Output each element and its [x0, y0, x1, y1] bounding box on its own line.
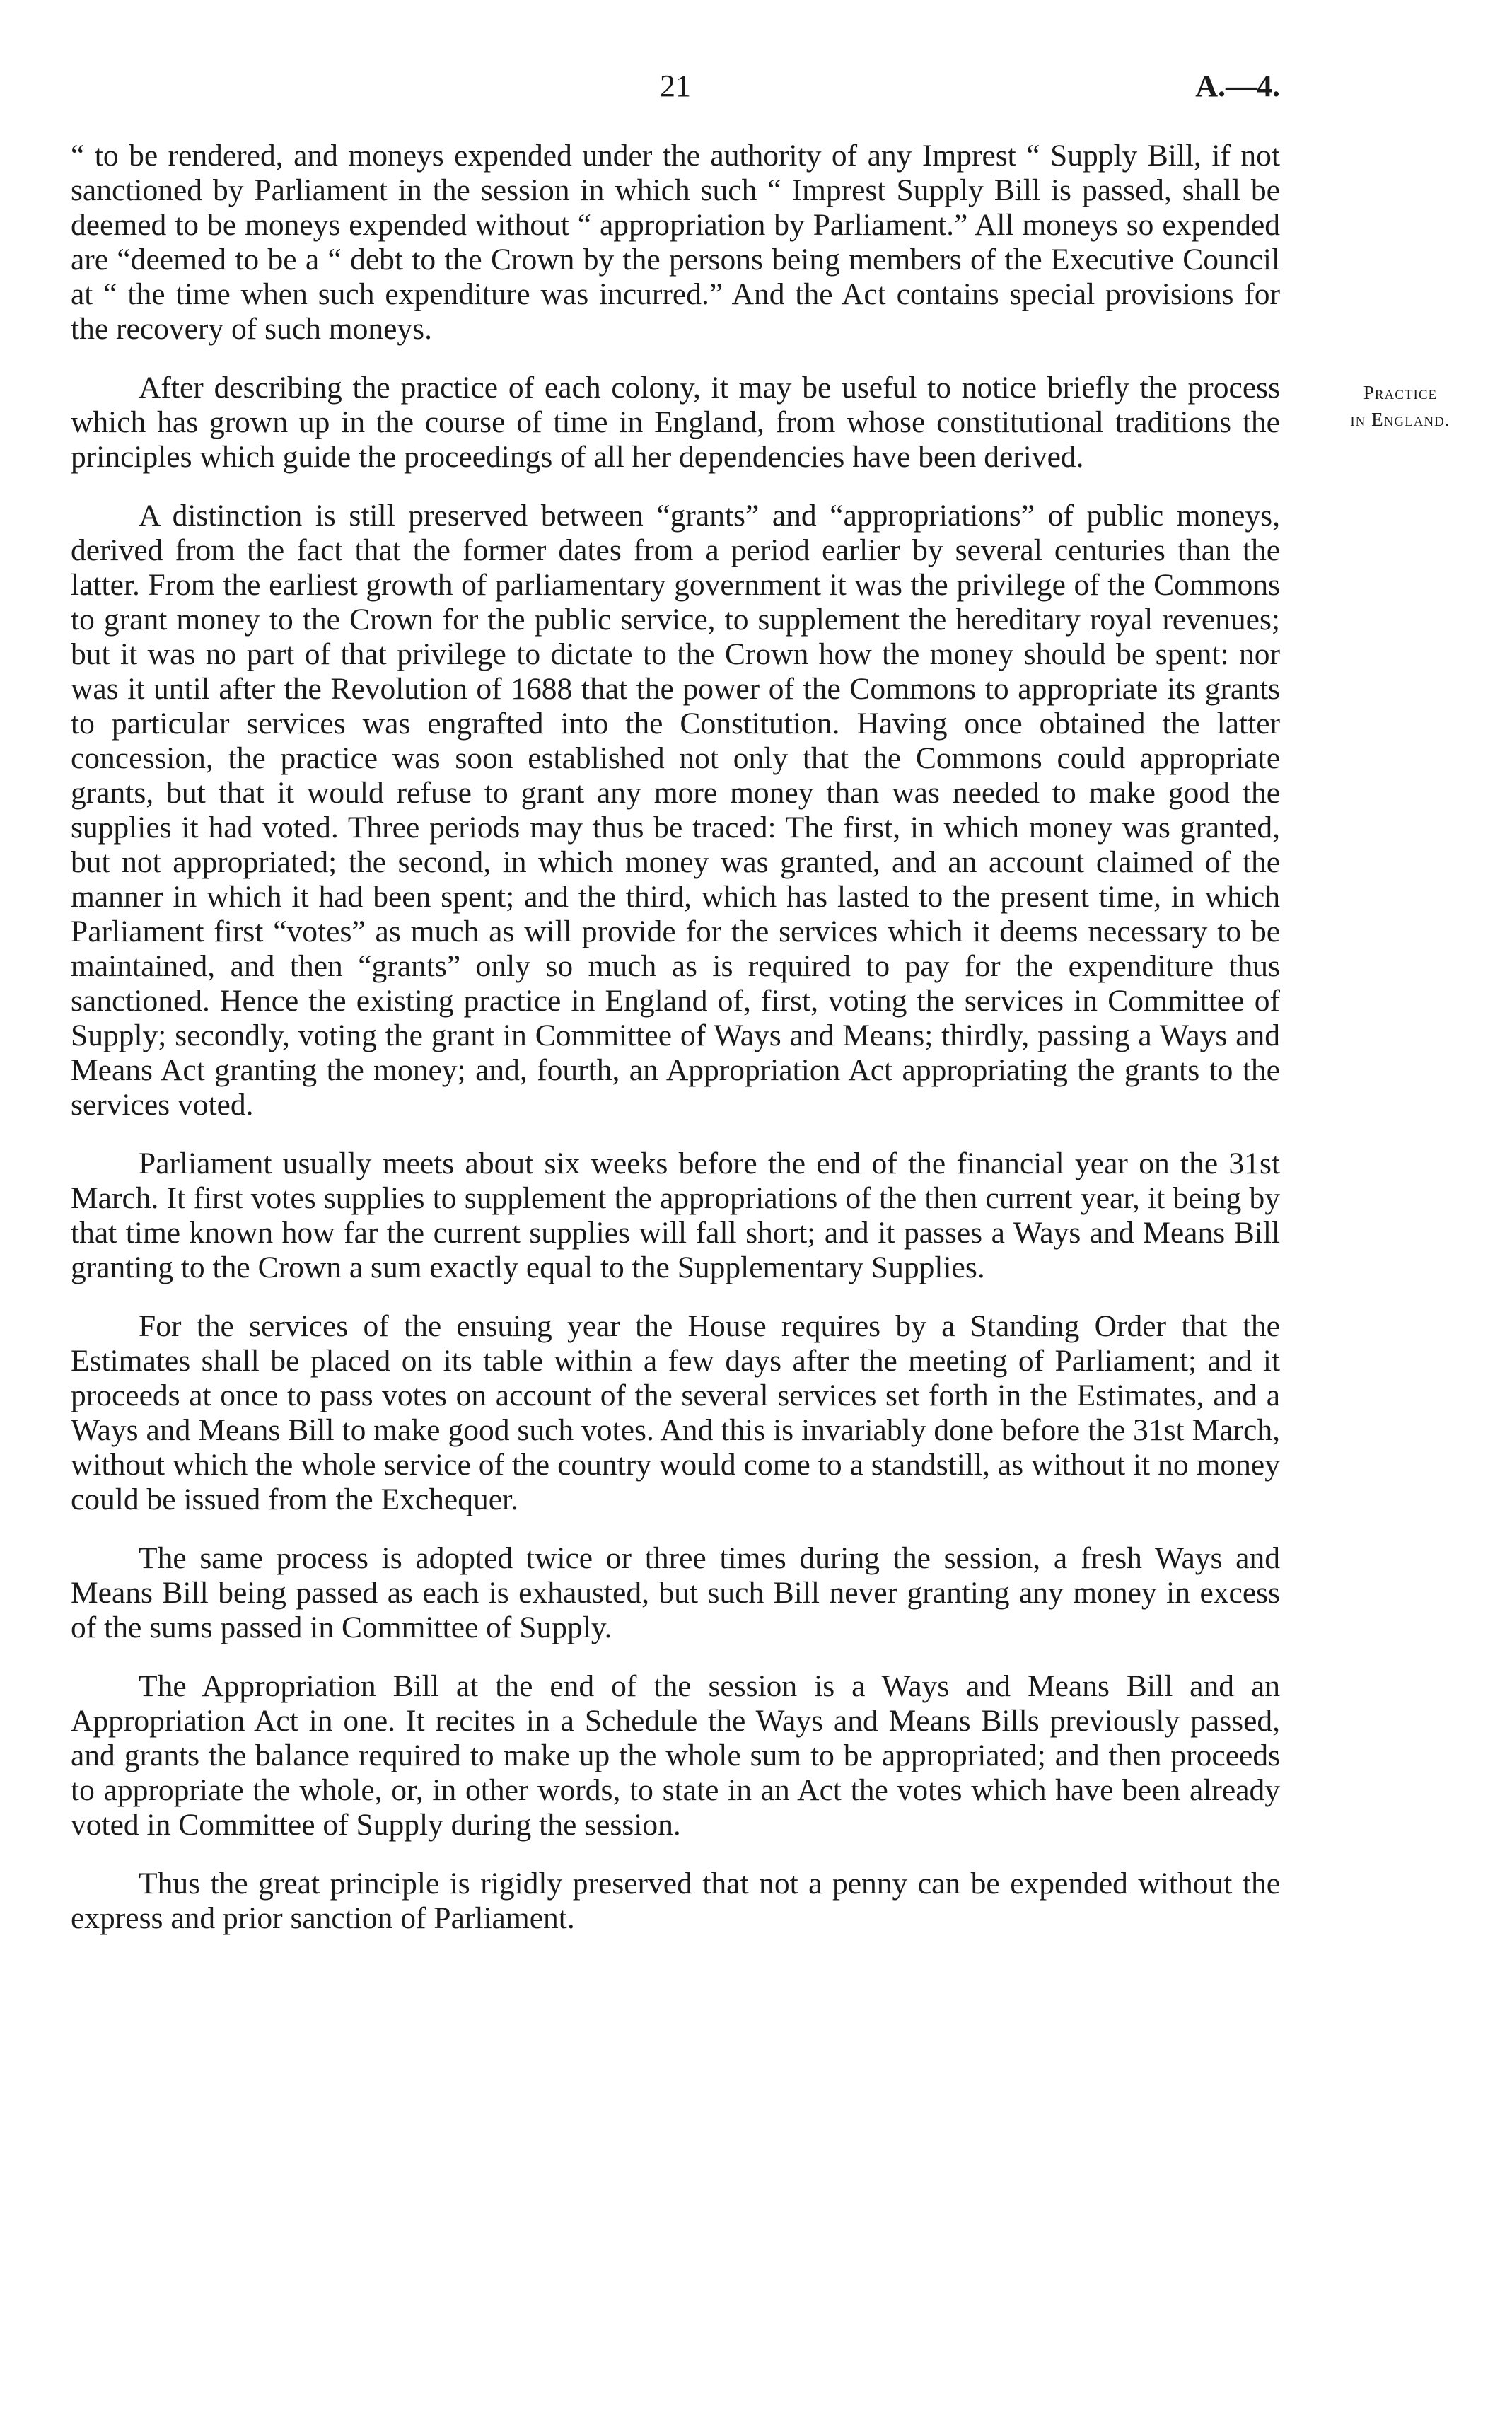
paragraph-grants-and-appropriations: A distinction is still preserved between “grants” and “appropriations” of public moneys, derived from the fact that the former dates from a period earlier by several centuries than the latter. From the earliest growth of parliamentary government it was the privilege of the Commons to grant money to the Crown for the public service, to supplement the hereditary royal revenues; but it was no part of that privilege to dictate to the Crown how the money should be spent: nor was it until after the Revolution of 1688 that the power of the Commons to appropriate its grants to particular services was engrafted into the Constitution. Having once obtained the latter concession, the practice was soon established not only that the Commons could appropriate grants, but that it would refuse to grant any more money than was needed to make good the supplies it had voted. Three periods may thus be traced: The first, in which money was granted, but not appropriated; the second, in which money was granted, and an account claimed of the manner in which it had been spent; and the third, which has lasted to the present time, in which Parliament first “votes” as much as will provide for the services which it deems necessary to be maintained, and then “grants” only so much as is required to pay for the expenditure thus sanctioned. Hence the existing practice in England of, first, voting the services in Committee of Supply; secondly, voting the grant in Committee of Ways and Means; thirdly, passing a Ways and Means Act granting the money; and, fourth, an Appropriation Act appropriating the grants to the services voted.: [71, 499, 1280, 1122]
margin-note-line-1: Practice: [1363, 382, 1438, 403]
paragraph-parliament-meets: Parliament usually meets about six weeks before the end of the financial year on the 31st March. It first votes supplies to supplement the appropriations of the then current year, it being by that time known how far the current supplies will fall short; and it passes a Ways and Means Bill granting to the Crown a sum exactly equal to the Supplementary Supplies.: [71, 1147, 1280, 1284]
paragraph-ensuing-year-services: For the services of the ensuing year the House requires by a Standing Order that the Estimates shall be placed on its table within a few days after the meeting of Parliament; and it proceeds at once to pass votes on account of the several services set forth in the Estimates, and a Ways and Means Bill to make good such votes. And this is invariably done before the 31st March, without which the whole service of the country would come to a standstill, as without it no money could be issued from the Exchequer.: [71, 1309, 1280, 1516]
page-header: [71, 68, 1280, 117]
paragraph-practice-intro: After describing the practice of each colony, it may be useful to notice briefly the process which has grown up in the course of time in England, from whose constitutional traditions the principles which guide the proceedings of all her dependencies have been derived.: [71, 371, 1280, 474]
text-body: [71, 139, 1450, 1960]
page-number: 21: [660, 69, 691, 103]
document-reference: A.—4.: [1195, 69, 1280, 103]
paragraph-same-process: The same process is adopted twice or three times during the session, a fresh Ways and Means Bill being passed as each is exhausted, but such Bill never granting any money in excess of the sums passed in Committee of Supply.: [71, 1541, 1280, 1644]
margin-note-practice-in-england: [1294, 379, 1506, 433]
margin-note-line-2: in England.: [1350, 409, 1450, 430]
paragraph-great-principle: Thus the great principle is rigidly preserved that not a penny can be expended without the express and prior sanction of Parliament.: [71, 1867, 1280, 1935]
paragraph-appropriation-bill: The Appropriation Bill at the end of the session is a Ways and Means Bill and an Appropriation Act in one. It recites in a Schedule the Ways and Means Bills previously passed, and grants the balance required to make up the whole sum to be appropriated; and then proceeds to appropriate the whole, or, in other words, to state in an Act the votes which have been already voted in Committee of Supply during the session.: [71, 1669, 1280, 1842]
practice-in-england-section: [71, 371, 1450, 475]
paragraph-continued-quote: “ to be rendered, and moneys expended under the authority of any Imprest “ Supply Bill, if not sanctioned by Parliament in the session in which such “ Imprest Supply Bill is passed, shall be deemed to be moneys expended without “ appropriation by Parliament.” All moneys so expended are “deemed to be a “ debt to the Crown by the persons being members of the Executive Council at “ the time when such expenditure was incurred.” And the Act contains special provisions for the recovery of such moneys.: [71, 139, 1280, 346]
